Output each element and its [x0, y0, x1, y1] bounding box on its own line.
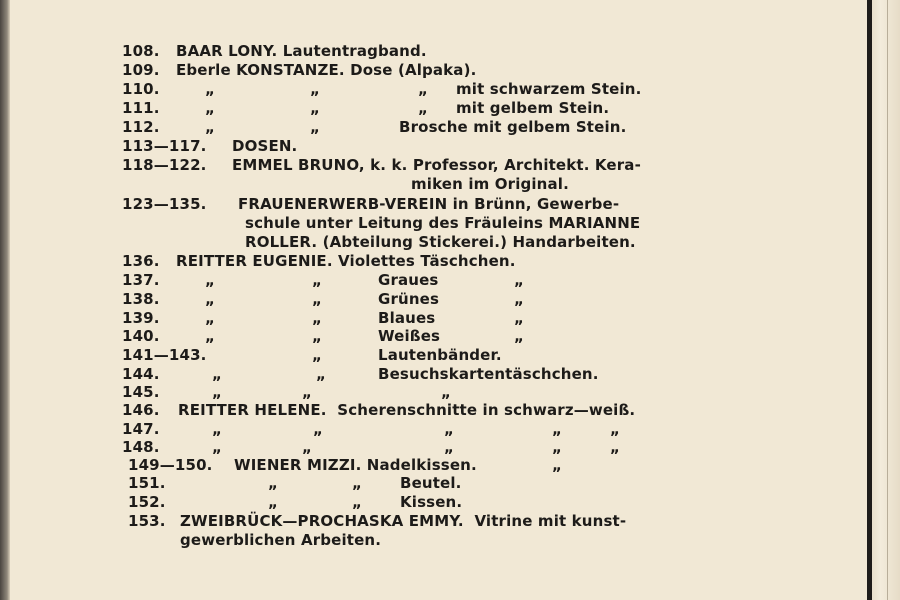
ditto-mark: „	[310, 80, 321, 98]
ditto-mark: „	[352, 493, 363, 511]
entry-text: Graues	[378, 271, 439, 289]
ditto-mark: „	[268, 493, 279, 511]
entry-number: 108.	[122, 42, 160, 60]
ditto-mark: „	[205, 271, 216, 289]
entry-text: mit schwarzem Stein.	[456, 80, 642, 98]
entry-text: ZWEIBRÜCK—PROCHASKA EMMY. Vitrine mit kunst-	[180, 512, 627, 530]
ditto-mark: „	[514, 290, 525, 308]
ditto-mark: „	[610, 420, 621, 438]
entry-text: mit gelbem Stein.	[456, 99, 610, 117]
entry-number: 140.	[122, 327, 160, 345]
ditto-mark: „	[610, 438, 621, 456]
ditto-mark: „	[205, 327, 216, 345]
book-spine-shadow	[0, 0, 10, 600]
ditto-mark: „	[312, 346, 323, 364]
ditto-mark: „	[312, 271, 323, 289]
ditto-mark: „	[312, 309, 323, 327]
entry-number: 141—143.	[122, 346, 207, 364]
entry-text: REITTER EUGENIE. Violettes Täschchen.	[176, 252, 516, 270]
ditto-mark: „	[313, 420, 324, 438]
entry-text-continuation: miken im Original.	[411, 175, 569, 193]
ditto-mark: „	[205, 99, 216, 117]
ditto-mark: „	[205, 309, 216, 327]
entry-text: Beutel.	[400, 474, 462, 492]
ditto-mark: „	[418, 80, 429, 98]
ditto-mark: „	[205, 118, 216, 136]
ditto-mark: „	[514, 327, 525, 345]
entry-number: 148.	[122, 438, 160, 456]
entry-number: 145.	[122, 383, 160, 401]
entry-number: 136.	[122, 252, 160, 270]
entry-number: 151.	[128, 474, 166, 492]
entry-number: 112.	[122, 118, 160, 136]
entry-text: Lautenbänder.	[378, 346, 502, 364]
entry-number: 153.	[128, 512, 166, 530]
entry-text-continuation: ROLLER. (Abteilung Stickerei.) Handarbeiten.	[245, 233, 636, 251]
entry-text: WIENER MIZZI. Nadelkissen.	[234, 456, 477, 474]
adjacent-page-edge	[872, 0, 900, 600]
entry-number: 152.	[128, 493, 166, 511]
ditto-mark: „	[212, 365, 223, 383]
ditto-mark: „	[441, 383, 452, 401]
entry-number: 147.	[122, 420, 160, 438]
ditto-mark: „	[268, 474, 279, 492]
entry-text: Besuchskartentäschchen.	[378, 365, 599, 383]
entry-text: DOSEN.	[232, 137, 298, 155]
entry-number: 113—117.	[122, 137, 207, 155]
ditto-mark: „	[205, 290, 216, 308]
ditto-mark: „	[310, 118, 321, 136]
entry-number: 123—135.	[122, 195, 207, 213]
entry-text: BAAR LONY. Lautentragband.	[176, 42, 427, 60]
entry-text: REITTER HELENE. Scherenschnitte in schwarz—weiß.	[178, 401, 636, 419]
ditto-mark: „	[444, 420, 455, 438]
entry-text: Eberle KONSTANZE. Dose (Alpaka).	[176, 61, 477, 79]
entry-number: 137.	[122, 271, 160, 289]
entry-text: Weißes	[378, 327, 441, 345]
ditto-mark: „	[552, 456, 563, 474]
entry-number: 109.	[122, 61, 160, 79]
entry-number: 138.	[122, 290, 160, 308]
entry-number: 149—150.	[128, 456, 213, 474]
ditto-mark: „	[212, 383, 223, 401]
entry-number: 139.	[122, 309, 160, 327]
ditto-mark: „	[418, 99, 429, 117]
ditto-mark: „	[205, 80, 216, 98]
entry-text-continuation: schule unter Leitung des Fräuleins MARIANNE	[245, 214, 641, 232]
ditto-mark: „	[552, 438, 563, 456]
ditto-mark: „	[310, 99, 321, 117]
ditto-mark: „	[212, 420, 223, 438]
ditto-mark: „	[312, 327, 323, 345]
ditto-mark: „	[312, 290, 323, 308]
ditto-mark: „	[302, 438, 313, 456]
ditto-mark: „	[212, 438, 223, 456]
ditto-mark: „	[352, 474, 363, 492]
entry-number: 118—122.	[122, 156, 207, 174]
ditto-mark: „	[316, 365, 327, 383]
entry-text: Brosche mit gelbem Stein.	[399, 118, 627, 136]
entry-text: EMMEL BRUNO, k. k. Professor, Architekt. Kera-	[232, 156, 641, 174]
ditto-mark: „	[302, 383, 313, 401]
entry-text-continuation: gewerblichen Arbeiten.	[180, 531, 382, 549]
entry-text: Grünes	[378, 290, 440, 308]
entry-text: Kissen.	[400, 493, 463, 511]
entry-text: Blaues	[378, 309, 436, 327]
entry-text: FRAUENERWERB-VEREIN in Brünn, Gewerbe-	[238, 195, 620, 213]
entry-number: 146.	[122, 401, 160, 419]
ditto-mark: „	[514, 309, 525, 327]
entry-number: 111.	[122, 99, 160, 117]
entry-number: 110.	[122, 80, 160, 98]
ditto-mark: „	[514, 271, 525, 289]
entry-number: 144.	[122, 365, 160, 383]
adjacent-page-line	[887, 0, 888, 600]
ditto-mark: „	[552, 420, 563, 438]
ditto-mark: „	[444, 438, 455, 456]
